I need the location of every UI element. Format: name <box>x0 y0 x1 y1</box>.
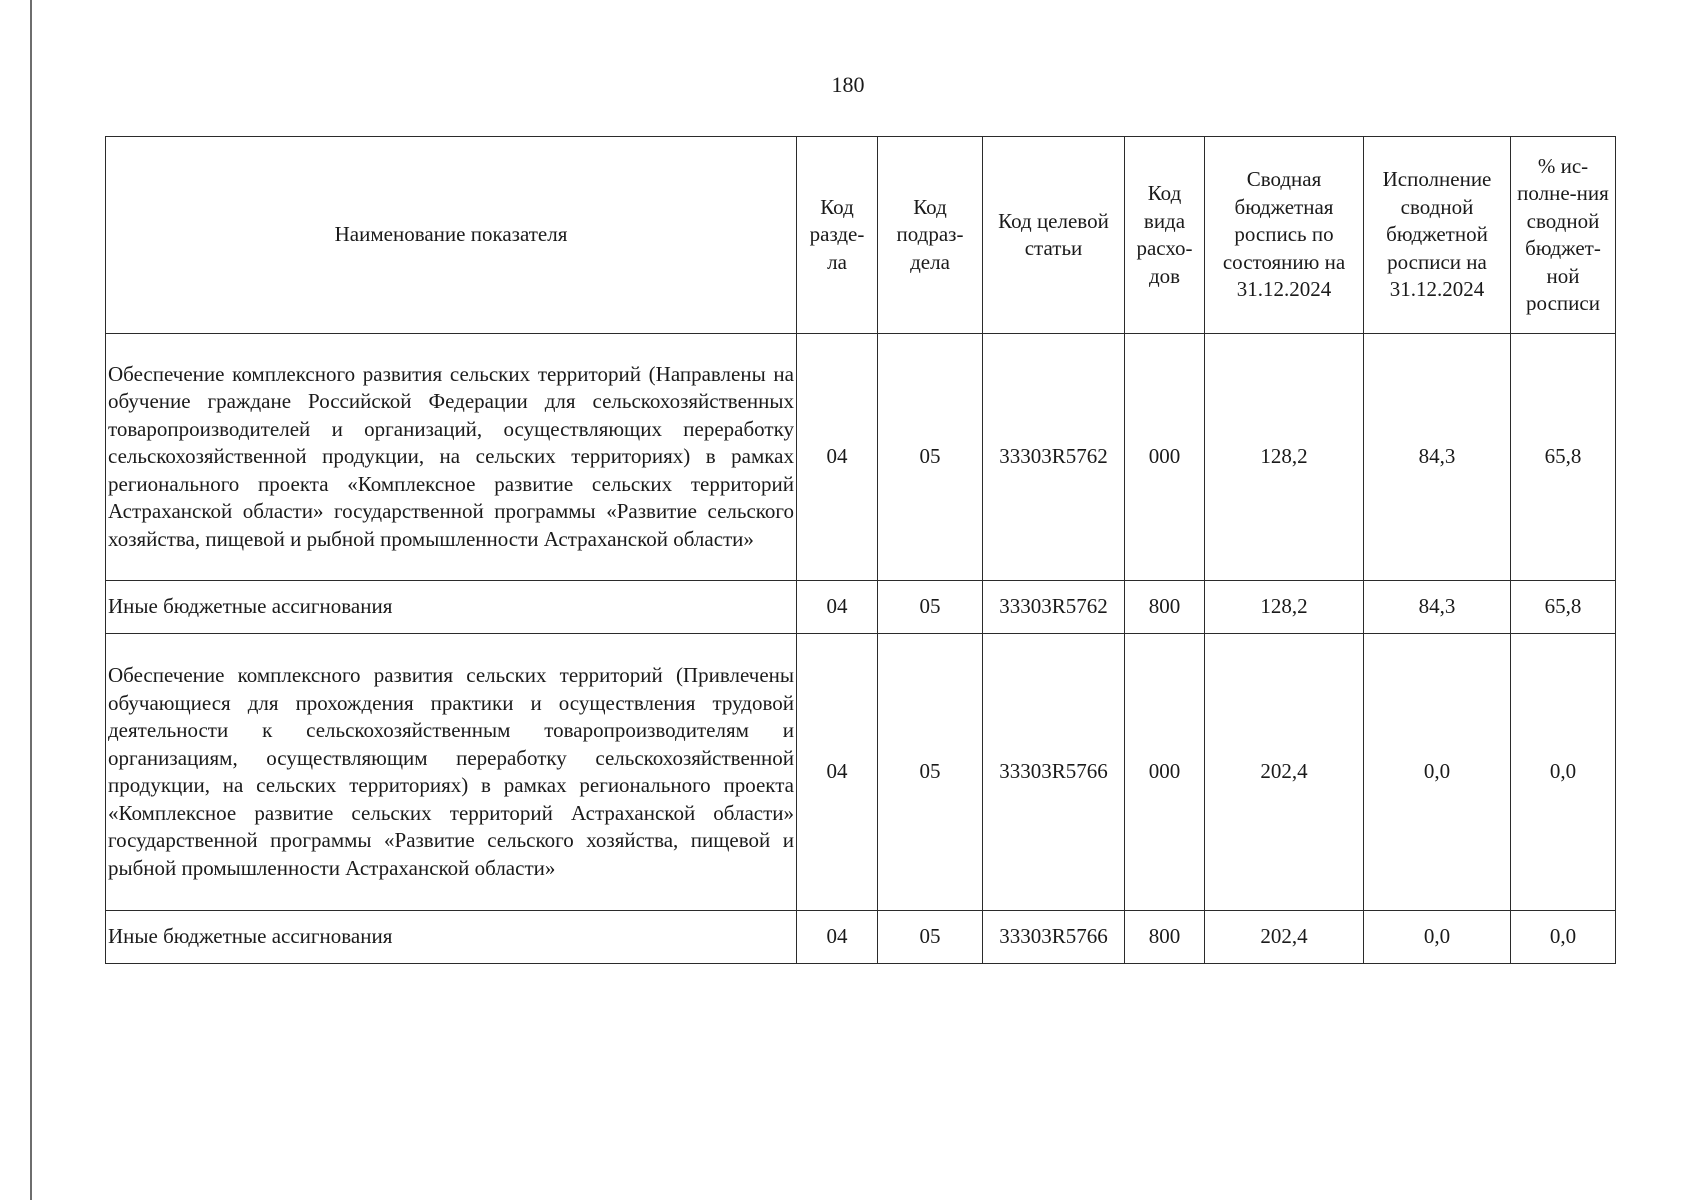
row-execution-percent: 0,0 <box>1511 911 1616 964</box>
page-number: 180 <box>831 72 865 97</box>
table-row <box>106 634 1616 911</box>
header-execution <box>1364 137 1511 334</box>
header-execution-label: Исполнение сводной бюджетной росписи на 31.12.2024 <box>1382 167 1492 302</box>
budget-execution-table <box>105 136 1616 964</box>
header-name-label: Наименование показателя <box>334 222 568 247</box>
table-header-row <box>106 137 1616 334</box>
row-execution-percent: 65,8 <box>1511 581 1616 634</box>
row-target-item-code: 33303R5762 <box>983 581 1125 634</box>
row-section-code: 04 <box>797 911 878 964</box>
row-section-code: 04 <box>797 581 878 634</box>
row-name: Обеспечение комплексного развития сельских территорий (Направлены на обучение граждане Российской Федерации для сельскохозяйственных товаропроизводителей и организаций, осуществляющих переработку сельскохозяйственной продукции, на сельских территориях) в рамках регионального проекта «Комплексное развитие сельских территорий Астраханской области» государственной программы «Развитие сельского хозяйства, пищевой и рыбной промышленности Астраханской области» <box>106 334 797 581</box>
row-expense-type-code: 800 <box>1125 581 1205 634</box>
row-execution-value: 84,3 <box>1364 581 1511 634</box>
table-row <box>106 334 1616 581</box>
row-budget-list-value: 202,4 <box>1205 911 1364 964</box>
row-expense-type-code: 000 <box>1125 634 1205 911</box>
row-target-item-code: 33303R5766 <box>983 911 1125 964</box>
row-subsection-code: 05 <box>878 334 983 581</box>
row-execution-value: 0,0 <box>1364 634 1511 911</box>
row-expense-type-code: 800 <box>1125 911 1205 964</box>
row-name: Обеспечение комплексного развития сельских территорий (Привлечены обучающиеся для прохождения практики и осуществления трудовой деятельности к сельскохозяйственным товаропроизводителям и организациям, осуществляющим переработку сельскохозяйственной продукции, на сельских территориях) в рамках регионального проекта «Комплексное развитие сельских территорий Астраханской области» государственной программы «Развитие сельского хозяйства, пищевой и рыбной промышленности Астраханской области» <box>106 634 797 911</box>
header-execution-percent-label: % ис-полне-ния сводной бюджет-ной росписи <box>1517 153 1609 315</box>
header-budget-list-label: Сводная бюджетная роспись по состоянию на 31.12.2024 <box>1222 167 1346 302</box>
header-expense-type-code-label: Код вида расхо-дов <box>1136 181 1193 288</box>
header-name <box>106 137 797 334</box>
row-target-item-code: 33303R5762 <box>983 334 1125 581</box>
row-name: Иные бюджетные ассигнования <box>106 911 797 964</box>
row-expense-type-code: 000 <box>1125 334 1205 581</box>
header-target-item-code-label: Код целевой статьи <box>998 208 1109 260</box>
row-budget-list-value: 128,2 <box>1205 334 1364 581</box>
header-execution-percent <box>1511 137 1616 334</box>
row-execution-percent: 0,0 <box>1511 634 1616 911</box>
row-budget-list-value: 202,4 <box>1205 634 1364 911</box>
header-subsection-code <box>878 137 983 334</box>
row-subsection-code: 05 <box>878 634 983 911</box>
row-subsection-code: 05 <box>878 581 983 634</box>
row-execution-value: 0,0 <box>1364 911 1511 964</box>
row-subsection-code: 05 <box>878 911 983 964</box>
header-section-code <box>797 137 878 334</box>
row-section-code: 04 <box>797 634 878 911</box>
header-expense-type-code <box>1125 137 1205 334</box>
row-execution-value: 84,3 <box>1364 334 1511 581</box>
header-budget-list <box>1205 137 1364 334</box>
table-row <box>106 581 1616 634</box>
row-target-item-code: 33303R5766 <box>983 634 1125 911</box>
page-left-edge-line <box>30 0 32 1200</box>
row-execution-percent: 65,8 <box>1511 334 1616 581</box>
table-row <box>106 911 1616 964</box>
row-budget-list-value: 128,2 <box>1205 581 1364 634</box>
row-section-code: 04 <box>797 334 878 581</box>
header-subsection-code-label: Код подраз-дела <box>896 194 964 274</box>
header-target-item-code <box>983 137 1125 334</box>
row-name: Иные бюджетные ассигнования <box>106 581 797 634</box>
header-section-code-label: Код разде-ла <box>809 194 865 274</box>
